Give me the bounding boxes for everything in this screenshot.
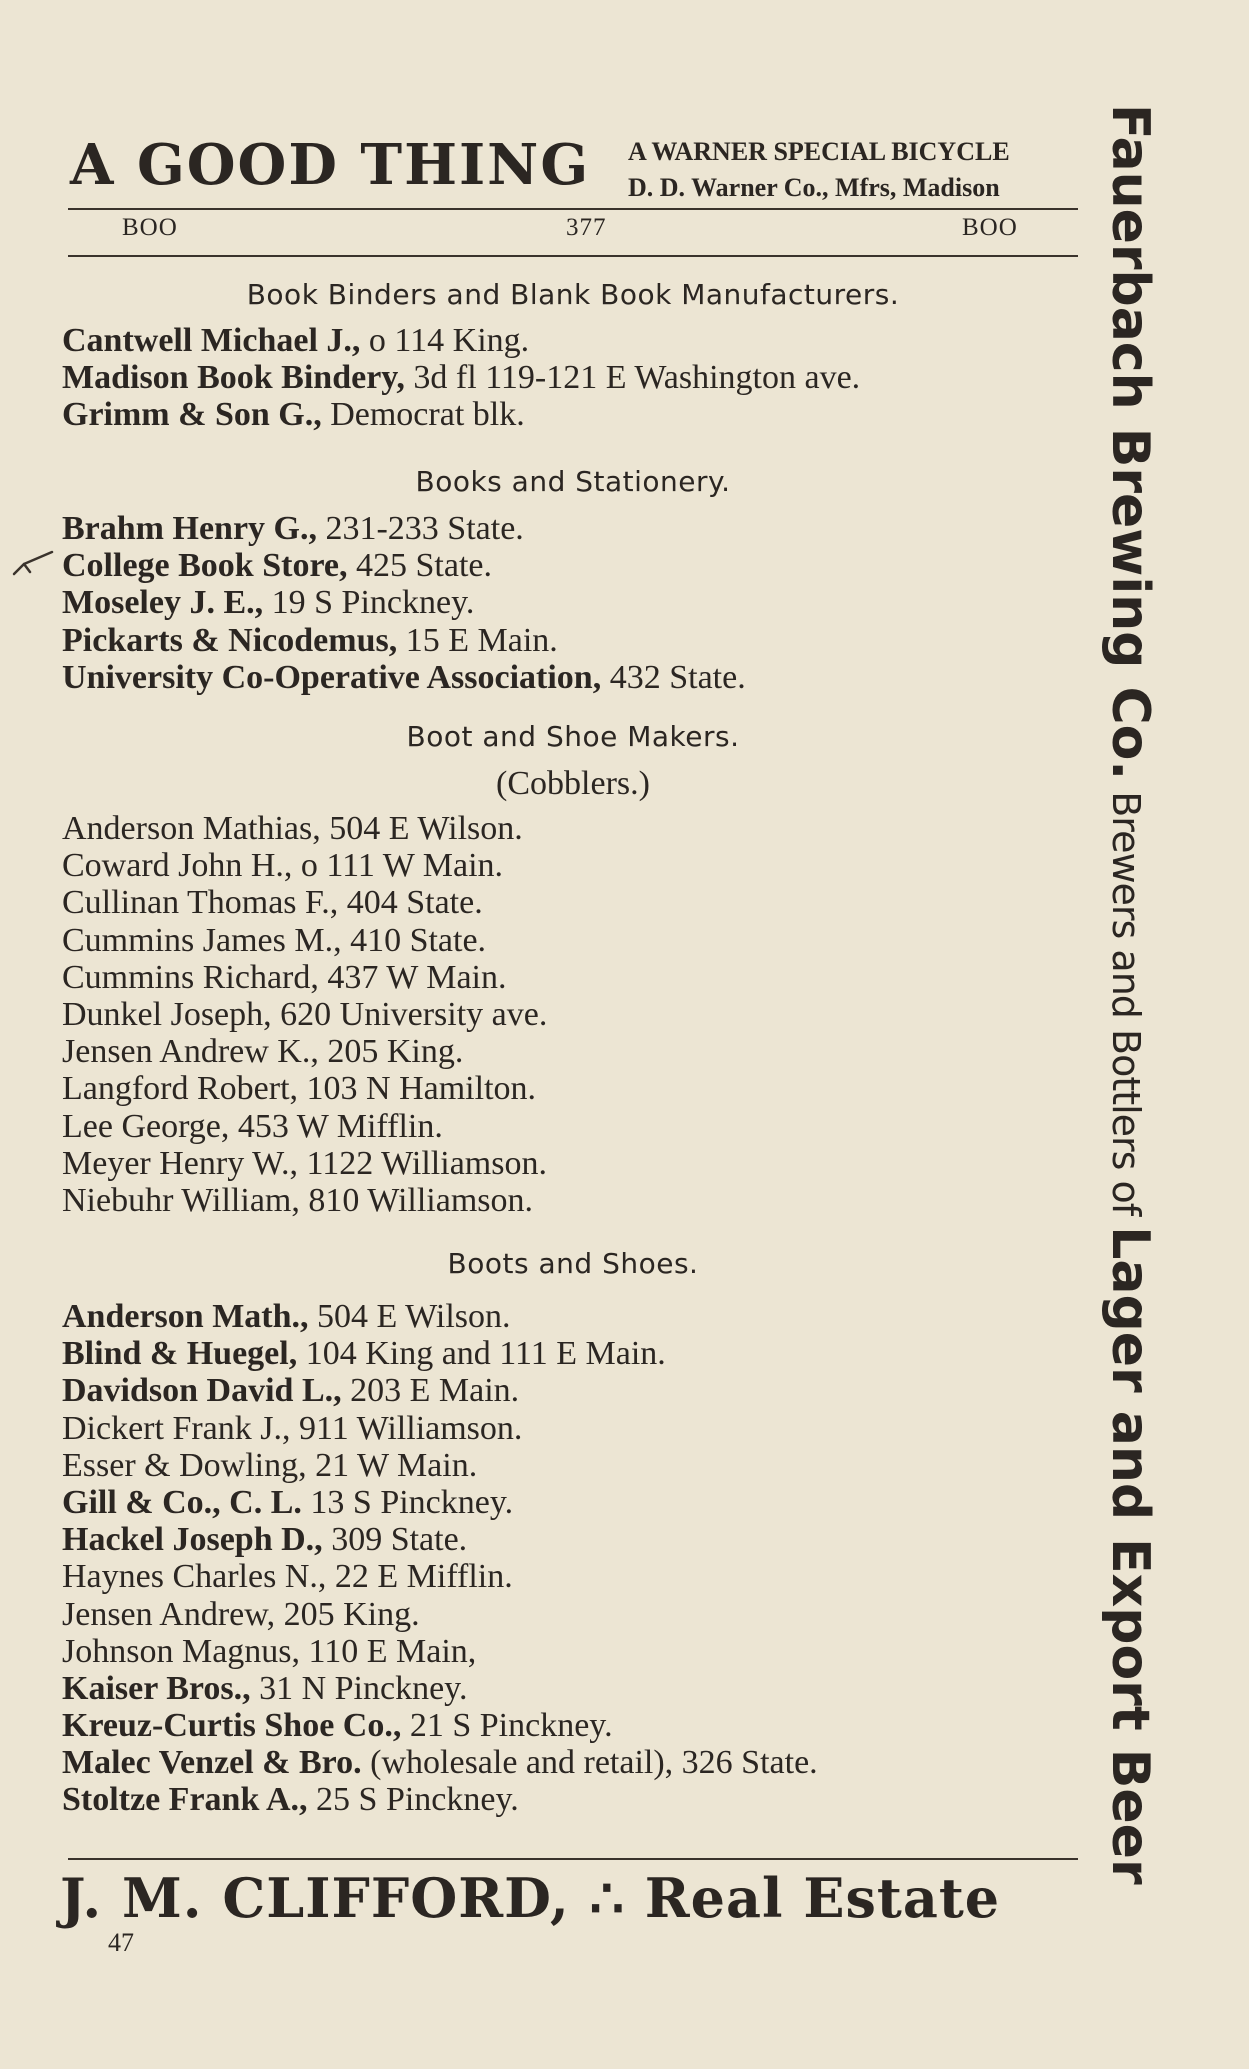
list-item — [62, 1410, 818, 1447]
entry-address: (wholesale and retail), 326 State. — [361, 1744, 818, 1782]
entry-name: Moseley J. E., — [62, 584, 264, 622]
entry-address: Johnson Magnus, 110 E Main, — [62, 1632, 477, 1670]
entry-address: Lee George, 453 W Mifflin. — [62, 1107, 443, 1145]
section-title: Books and Stationery. — [415, 465, 731, 498]
list-item — [62, 322, 860, 359]
section-title: Book Binders and Blank Book Manufacturers. — [246, 278, 900, 311]
entry-name: Davidson David L., — [62, 1372, 342, 1410]
section-title: Boot and Shoe Makers. — [406, 720, 740, 753]
list-item — [62, 1298, 818, 1335]
footer-rule — [68, 1858, 1078, 1860]
entry-name: Cantwell Michael J., — [62, 322, 361, 359]
list-item — [62, 1744, 818, 1781]
side-brewery-ad — [1094, 104, 1166, 1984]
entry-address: Dickert Frank J., 911 Williamson. — [62, 1409, 523, 1447]
entry-name: Malec Venzel & Bro. — [62, 1744, 362, 1782]
list-item — [62, 1372, 818, 1409]
list-item — [62, 547, 746, 584]
entry-address: 203 E Main. — [341, 1372, 520, 1410]
header-bicycle-ad — [628, 134, 1010, 206]
page-number: 377 — [566, 214, 607, 241]
entry-address: 309 State. — [322, 1521, 468, 1559]
entry-name: Blind & Huegel, — [62, 1335, 298, 1373]
list-item — [62, 1335, 818, 1372]
footer-real-estate-ad: J. M. CLIFFORD, ∴ Real Estate — [60, 1866, 1001, 1930]
entry-address: 25 S Pinckney. — [307, 1781, 519, 1819]
entry-address: o 114 King. — [360, 322, 530, 359]
list-item — [62, 1108, 547, 1145]
list-item — [62, 1596, 818, 1633]
entry-address: Esser & Dowling, 21 W Main. — [62, 1446, 478, 1484]
list-item — [62, 359, 860, 396]
entry-address: Dunkel Joseph, 620 University ave. — [62, 995, 548, 1033]
list-item — [62, 847, 547, 884]
header-ad-line-2: D. D. Warner Co., Mfrs, Madison — [628, 173, 1000, 202]
listing-books-stationery — [62, 510, 746, 696]
list-item — [62, 1484, 818, 1521]
entry-address: 3d fl 119-121 E Washington ave. — [404, 359, 861, 397]
list-item — [62, 959, 547, 996]
entry-name: College Book Store, — [62, 547, 348, 585]
list-item — [62, 1447, 818, 1484]
entry-address: 21 S Pinckney. — [401, 1707, 613, 1745]
list-item — [62, 1182, 547, 1219]
entry-address: Coward John H., o 111 W Main. — [62, 847, 504, 885]
entry-name: Anderson Math., — [62, 1298, 309, 1335]
list-item — [62, 1633, 818, 1670]
listing-boots-shoes — [62, 1298, 818, 1819]
header-rule-top — [68, 208, 1078, 210]
entry-name: Stoltze Frank A., — [62, 1781, 308, 1819]
list-item — [62, 1670, 818, 1707]
folio-number: 47 — [108, 1928, 134, 1957]
entry-name: University Co-Operative Association, — [62, 658, 602, 696]
entry-address: 504 E Wilson. — [308, 1298, 511, 1335]
entry-address: Niebuhr William, 810 Williamson. — [62, 1181, 534, 1219]
list-item — [62, 922, 547, 959]
listing-book-binders — [62, 322, 860, 434]
entry-address: 425 State. — [347, 547, 492, 585]
list-item — [62, 584, 746, 621]
entry-address: Cummins James M., 410 State. — [62, 921, 487, 959]
entry-address: 104 King and 111 E Main. — [297, 1335, 666, 1373]
list-item — [62, 1145, 547, 1182]
list-item — [62, 1521, 818, 1558]
pencil-checkmark-icon — [12, 548, 56, 578]
entry-address: 231-233 State. — [316, 510, 524, 547]
entry-name: Hackel Joseph D., — [62, 1521, 323, 1559]
side-ad-tagline: Brewers and Bottlers of — [1104, 780, 1148, 1227]
entry-name: Pickarts & Nicodemus, — [62, 621, 398, 659]
entry-address: Meyer Henry W., 1122 Williamson. — [62, 1144, 547, 1182]
section-title: Boots and Shoes. — [447, 1247, 699, 1280]
header-rule-bottom — [68, 255, 1078, 257]
list-item — [62, 1558, 818, 1595]
entry-name: Grimm & Son G., — [62, 396, 322, 434]
entry-name: Gill & Co., C. L. — [62, 1483, 302, 1521]
listing-shoe-makers — [62, 810, 547, 1219]
entry-address: 15 E Main. — [397, 621, 558, 659]
header-ad-line-1: A WARNER SPECIAL BICYCLE — [628, 137, 1010, 166]
entry-address: Democrat blk. — [321, 396, 525, 434]
list-item — [62, 622, 746, 659]
entry-address: Cummins Richard, 437 W Main. — [62, 958, 507, 996]
list-item — [62, 510, 746, 547]
entry-name: Kreuz-Curtis Shoe Co., — [62, 1707, 402, 1745]
list-item — [62, 996, 547, 1033]
list-item — [62, 1033, 547, 1070]
entry-address: Haynes Charles N., 22 E Mifflin. — [62, 1558, 513, 1596]
list-item — [62, 810, 547, 847]
entry-name: Kaiser Bros., — [62, 1669, 251, 1707]
entry-address: Jensen Andrew K., 205 King. — [62, 1033, 464, 1071]
header-brand-ad: A GOOD THING — [70, 132, 591, 198]
side-ad-brewery-name: Fauerbach Brewing Co. — [1100, 104, 1160, 781]
entry-address: 432 State. — [601, 658, 746, 696]
entry-address: 31 N Pinckney. — [250, 1669, 468, 1707]
list-item — [62, 1707, 818, 1744]
list-item — [62, 1781, 818, 1818]
entry-address: Anderson Mathias, 504 E Wilson. — [62, 810, 523, 847]
side-ad-products: Lager and Export Beer — [1100, 1226, 1160, 1885]
entry-address: Cullinan Thomas F., 404 State. — [62, 884, 483, 922]
entry-address: Jensen Andrew, 205 King. — [62, 1595, 420, 1633]
running-head-right: BOO — [962, 214, 1018, 241]
entry-name: Brahm Henry G., — [62, 510, 317, 547]
section-subtitle: (Cobblers.) — [496, 765, 650, 802]
list-item — [62, 396, 860, 433]
entry-address: Langford Robert, 103 N Hamilton. — [62, 1070, 537, 1108]
list-item — [62, 659, 746, 696]
entry-name: Madison Book Bindery, — [62, 359, 405, 397]
entry-address: 19 S Pinckney. — [263, 584, 475, 622]
list-item — [62, 1070, 547, 1107]
entry-address: 13 S Pinckney. — [301, 1483, 514, 1521]
list-item — [62, 884, 547, 921]
running-head-left: BOO — [122, 214, 178, 241]
